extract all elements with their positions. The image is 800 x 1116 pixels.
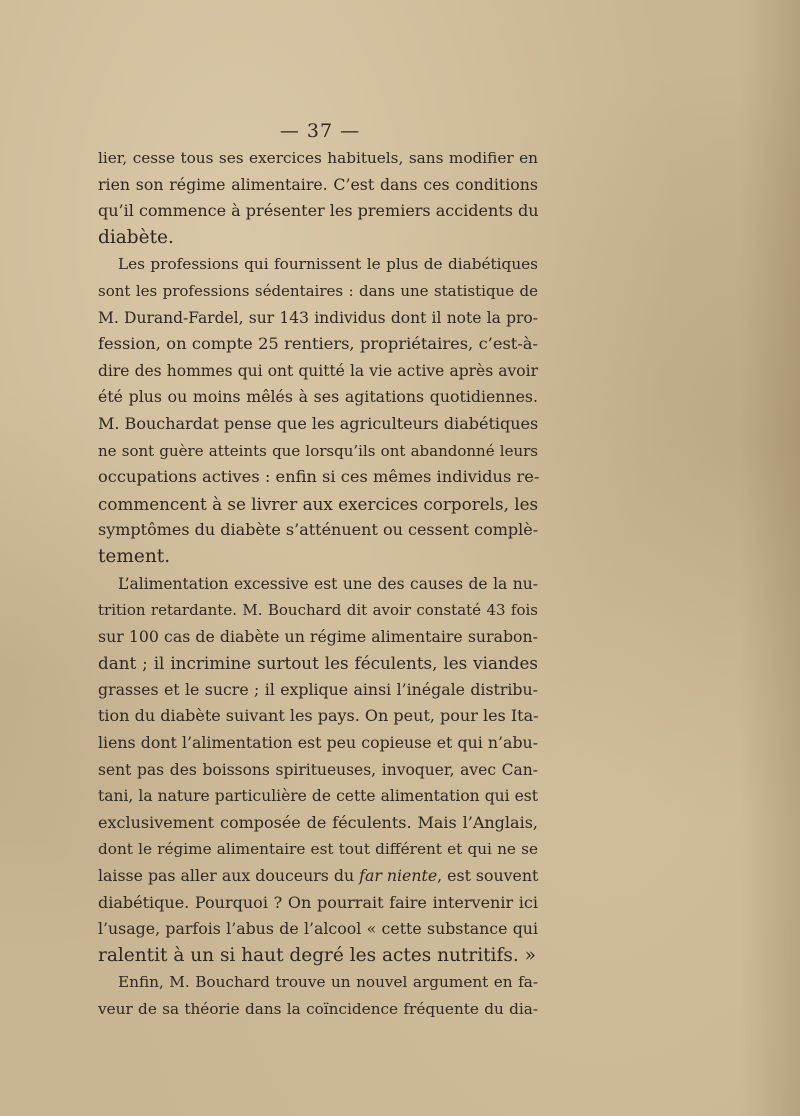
text-line: qu’il commence à présenter les premiers accidents du: [98, 201, 539, 221]
text-line: commencent à se livrer aux exercices corporels, les: [98, 493, 539, 514]
text-line: dire des hommes qui ont quitté la vie active après avoir: [98, 361, 538, 380]
page-edge-shadow: [740, 0, 800, 1116]
text-line: tion du diabète suivant les pays. On peut, pour les Ita-: [98, 706, 539, 726]
text-line: sent pas des boissons spiritueuses, invoquer, avec Can-: [98, 760, 538, 779]
text-line: Les professions qui fournissent le plus de diabétiques: [118, 255, 538, 274]
text-line: symptômes du diabète s’atténuent ou cessent complè-: [98, 520, 539, 540]
text-line: L’alimentation excessive est une des causes de la nu-: [118, 574, 538, 593]
text-line: fession, on compte 25 rentiers, propriétaires, c’est-à-: [98, 334, 538, 354]
text-line: rien son régime alimentaire. C’est dans ces conditions: [98, 174, 538, 194]
text-line: tement.: [98, 545, 171, 567]
text-line: M. Durand-Fardel, sur 143 individus dont il note la pro-: [98, 308, 538, 327]
text-line: diabétique. Pourquoi ? On pourrait faire intervenir ici: [98, 892, 538, 912]
body-text: [98, 145, 538, 1023]
text-line: exclusivement composée de féculents. Mais l’Anglais,: [98, 812, 538, 832]
text-line: tani, la nature particulière de cette alimentation qui est: [98, 787, 538, 806]
text-line: grasses et le sucre ; il explique ainsi l’inégale distribu-: [98, 679, 538, 699]
text-line: trition retardante. M. Bouchard dit avoir constaté 43 fois: [98, 601, 538, 620]
text-line: ralentit à un si haut degré les actes nutritifs. »: [98, 944, 536, 966]
text-line: M. Bouchardat pense que les agriculteurs diabétiques: [98, 413, 539, 433]
text-line: laisse pas aller aux douceurs du far niente, est souvent: [98, 866, 539, 886]
text-line: sur 100 cas de diabète un régime alimentaire surabon-: [98, 626, 538, 646]
text-line: dant ; il incrimine surtout les féculents, les viandes: [98, 653, 538, 674]
text-line: été plus ou moins mêlés à ses agitations quotidiennes.: [98, 387, 538, 407]
text-line: Enfin, M. Bouchard trouve un nouvel argument en fa-: [118, 973, 538, 992]
text-line: veur de sa théorie dans la coïncidence fréquente du dia-: [98, 1000, 538, 1018]
text-line: dont le régime alimentaire est tout différent et qui ne se: [98, 840, 538, 859]
text-line: sont les professions sédentaires : dans une statistique de: [98, 281, 538, 300]
text-line: l’usage, parfois l’abus de l’alcool « cette substance qui: [98, 919, 538, 939]
text-line: ne sont guère atteints que lorsqu’ils ont abandonné leurs: [98, 441, 538, 460]
text-line: lier, cesse tous ses exercices habituels, sans modifier en: [98, 149, 538, 167]
text-line: occupations actives : enfin si ces mêmes individus re-: [98, 467, 540, 487]
page-number: — 37 —: [279, 120, 361, 142]
text-line: liens dont l’alimentation est peu copieuse et qui n’abu-: [98, 733, 538, 753]
text-line: diabète.: [98, 226, 174, 248]
